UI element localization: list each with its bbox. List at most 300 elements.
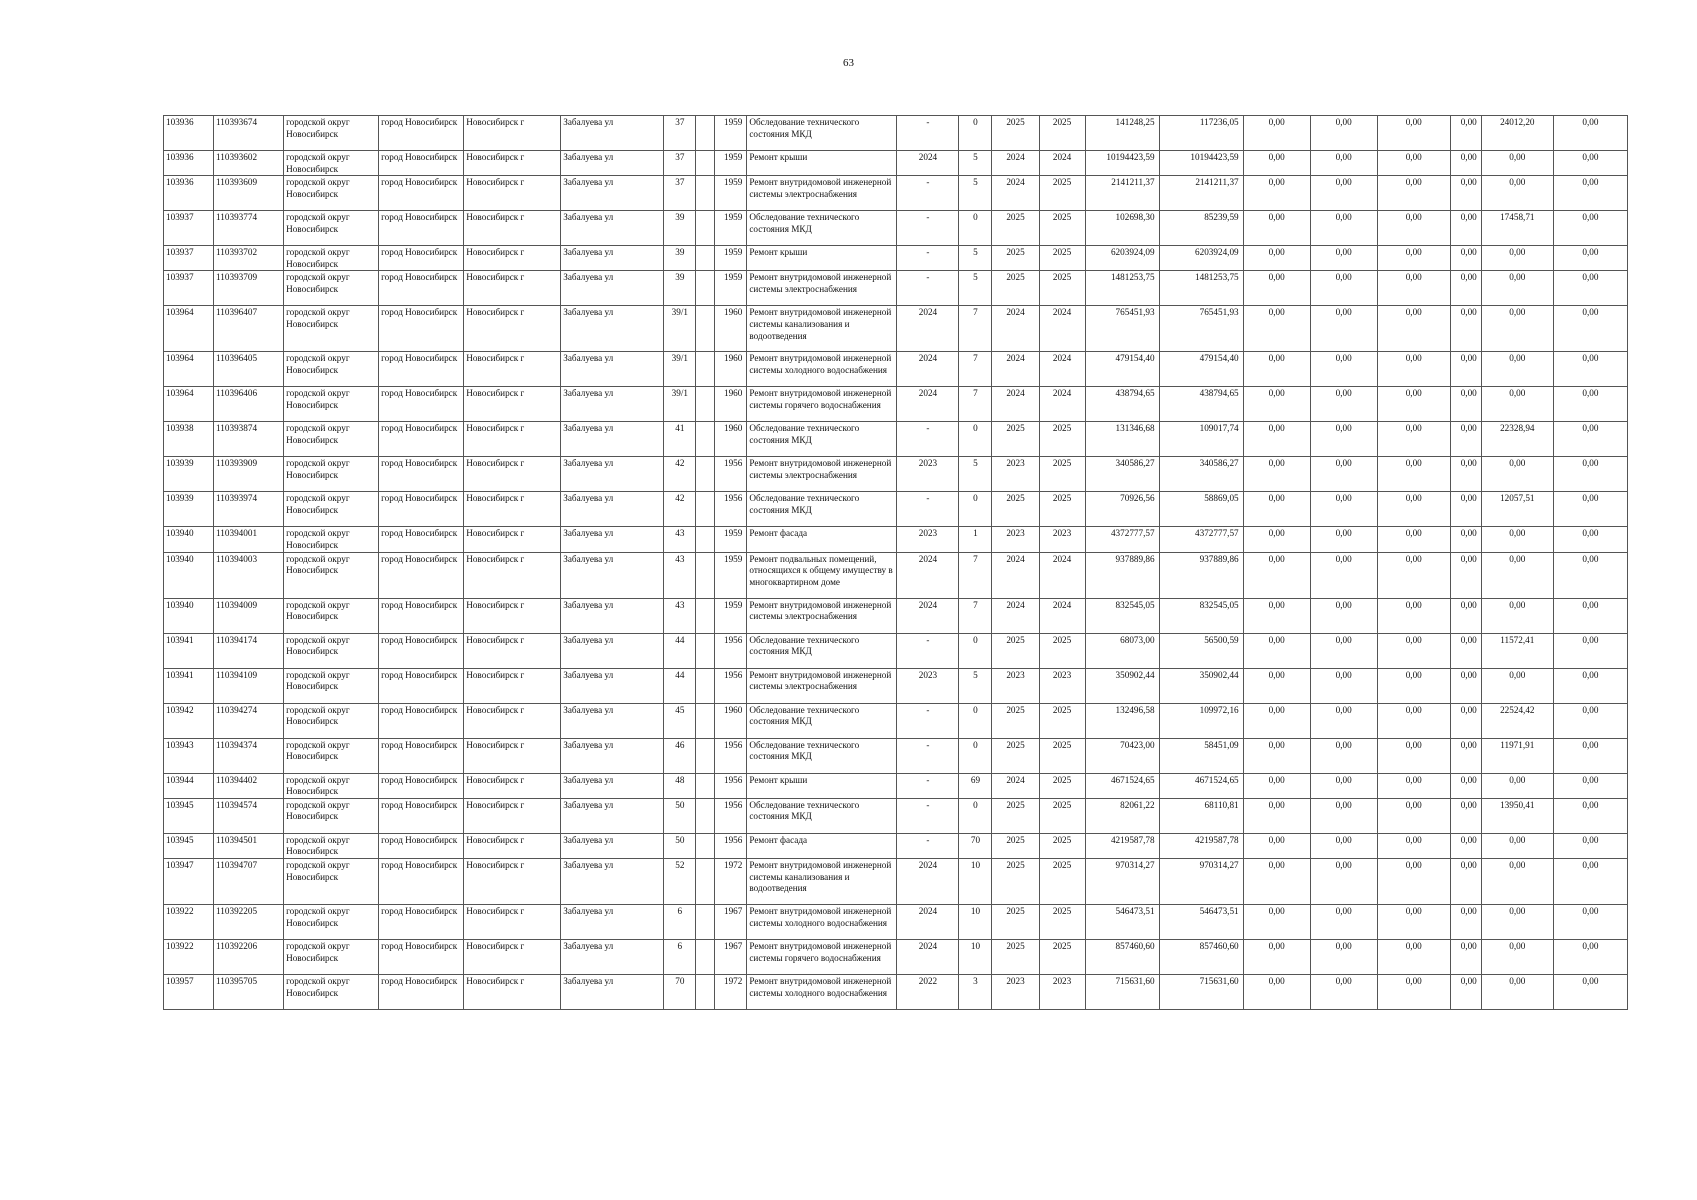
cell-id: 103936 [164, 151, 214, 176]
cell-start: 2025 [992, 833, 1039, 858]
cell-year: 1959 [715, 116, 747, 151]
table-row [164, 833, 1628, 858]
cell-v5: 0,00 [1481, 668, 1553, 703]
cell-v5: 0,00 [1481, 974, 1553, 1009]
table-row [164, 271, 1628, 306]
cell-street: Забалуева ул [561, 833, 664, 858]
table-row [164, 246, 1628, 271]
cell-cost: 82061,22 [1085, 798, 1159, 833]
cell-work: Ремонт внутридомовой инженерной системы канализования и водоотведения [747, 306, 897, 352]
cell-id: 103936 [164, 176, 214, 211]
cell-city: Новосибирск г [464, 151, 561, 176]
cell-code: 110393602 [214, 151, 284, 176]
cell-cost: 141248,25 [1085, 116, 1159, 151]
cell-v4: 0,00 [1450, 387, 1481, 422]
cell-v2: 0,00 [1310, 527, 1377, 552]
cell-v6: 0,00 [1553, 858, 1627, 904]
cell-lifespan: 69 [959, 773, 992, 798]
cell-street: Забалуева ул [561, 211, 664, 246]
cell-v6: 0,00 [1553, 387, 1627, 422]
cell-v2: 0,00 [1310, 246, 1377, 271]
cell-v3: 0,00 [1377, 527, 1450, 552]
cell-v3: 0,00 [1377, 457, 1450, 492]
cell-end: 2023 [1039, 527, 1085, 552]
cell-v5: 0,00 [1481, 858, 1553, 904]
cell-plan_year: 2024 [897, 552, 959, 598]
cell-v1: 0,00 [1243, 939, 1310, 974]
cell-v2: 0,00 [1310, 703, 1377, 738]
cell-gorod: город Новосибирск [379, 858, 464, 904]
cell-house: 41 [664, 422, 696, 457]
cell-plan_year: 2024 [897, 306, 959, 352]
cell-street: Забалуева ул [561, 858, 664, 904]
cell-v3: 0,00 [1377, 176, 1450, 211]
cell-work: Ремонт внутридомовой инженерной системы горячего водоснабжения [747, 939, 897, 974]
table-row [164, 492, 1628, 527]
cell-work: Ремонт подвальных помещений, относящихся к общему имуществу в многоквартирном доме [747, 552, 897, 598]
cell-v3: 0,00 [1377, 798, 1450, 833]
cell-cost: 4372777,57 [1085, 527, 1159, 552]
cell-code: 110394402 [214, 773, 284, 798]
cell-v5: 0,00 [1481, 598, 1553, 633]
cell-cost: 479154,40 [1085, 352, 1159, 387]
cell-id: 103937 [164, 271, 214, 306]
cell-v3: 0,00 [1377, 633, 1450, 668]
cell-end: 2025 [1039, 176, 1085, 211]
cell-start: 2025 [992, 633, 1039, 668]
cell-v1: 0,00 [1243, 974, 1310, 1009]
cell-cost: 340586,27 [1085, 457, 1159, 492]
table-row [164, 904, 1628, 939]
cell-gorod: город Новосибирск [379, 974, 464, 1009]
table-row [164, 668, 1628, 703]
cell-flag [696, 151, 715, 176]
cell-city: Новосибирск г [464, 211, 561, 246]
cell-street: Забалуева ул [561, 116, 664, 151]
cell-plan_year: - [897, 246, 959, 271]
cell-v6: 0,00 [1553, 211, 1627, 246]
cell-okrug: городской округ Новосибирск [284, 904, 379, 939]
cell-cost2: 340586,27 [1159, 457, 1243, 492]
cell-gorod: город Новосибирск [379, 798, 464, 833]
cell-street: Забалуева ул [561, 151, 664, 176]
cell-lifespan: 7 [959, 387, 992, 422]
cell-end: 2025 [1039, 939, 1085, 974]
cell-id: 103940 [164, 598, 214, 633]
cell-work: Обследование технического состояния МКД [747, 492, 897, 527]
cell-lifespan: 1 [959, 527, 992, 552]
cell-house: 45 [664, 703, 696, 738]
cell-v1: 0,00 [1243, 116, 1310, 151]
cell-v4: 0,00 [1450, 116, 1481, 151]
cell-year: 1960 [715, 387, 747, 422]
cell-start: 2024 [992, 306, 1039, 352]
cell-work: Ремонт внутридомовой инженерной системы холодного водоснабжения [747, 974, 897, 1009]
cell-house: 6 [664, 939, 696, 974]
cell-v6: 0,00 [1553, 738, 1627, 773]
cell-start: 2025 [992, 492, 1039, 527]
cell-v1: 0,00 [1243, 492, 1310, 527]
cell-v2: 0,00 [1310, 552, 1377, 598]
cell-cost2: 857460,60 [1159, 939, 1243, 974]
cell-work: Ремонт внутридомовой инженерной системы электроснабжения [747, 271, 897, 306]
cell-street: Забалуева ул [561, 738, 664, 773]
cell-house: 39 [664, 246, 696, 271]
cell-v1: 0,00 [1243, 738, 1310, 773]
cell-start: 2025 [992, 798, 1039, 833]
cell-cost: 715631,60 [1085, 974, 1159, 1009]
cell-v3: 0,00 [1377, 939, 1450, 974]
cell-city: Новосибирск г [464, 939, 561, 974]
cell-cost: 102698,30 [1085, 211, 1159, 246]
cell-year: 1956 [715, 798, 747, 833]
cell-v2: 0,00 [1310, 387, 1377, 422]
cell-plan_year: 2022 [897, 974, 959, 1009]
cell-gorod: город Новосибирск [379, 246, 464, 271]
cell-start: 2023 [992, 457, 1039, 492]
cell-id: 103938 [164, 422, 214, 457]
cell-work: Ремонт внутридомовой инженерной системы электроснабжения [747, 457, 897, 492]
cell-lifespan: 3 [959, 974, 992, 1009]
cell-cost2: 117236,05 [1159, 116, 1243, 151]
cell-okrug: городской округ Новосибирск [284, 703, 379, 738]
cell-street: Забалуева ул [561, 773, 664, 798]
cell-cost2: 715631,60 [1159, 974, 1243, 1009]
table-row [164, 633, 1628, 668]
cell-start: 2025 [992, 211, 1039, 246]
cell-work: Ремонт крыши [747, 773, 897, 798]
table-row [164, 457, 1628, 492]
cell-flag [696, 833, 715, 858]
cell-city: Новосибирск г [464, 422, 561, 457]
table-row [164, 552, 1628, 598]
cell-start: 2025 [992, 738, 1039, 773]
cell-code: 110395705 [214, 974, 284, 1009]
cell-year: 1956 [715, 668, 747, 703]
cell-house: 44 [664, 668, 696, 703]
cell-house: 42 [664, 457, 696, 492]
cell-gorod: город Новосибирск [379, 422, 464, 457]
cell-v5: 0,00 [1481, 527, 1553, 552]
cell-plan_year: 2023 [897, 457, 959, 492]
cell-work: Ремонт внутридомовой инженерной системы электроснабжения [747, 176, 897, 211]
cell-start: 2023 [992, 527, 1039, 552]
cell-plan_year: - [897, 633, 959, 668]
table-row [164, 116, 1628, 151]
cell-flag [696, 352, 715, 387]
cell-start: 2025 [992, 939, 1039, 974]
cell-flag [696, 422, 715, 457]
cell-okrug: городской округ Новосибирск [284, 833, 379, 858]
cell-cost: 546473,51 [1085, 904, 1159, 939]
cell-v5: 0,00 [1481, 306, 1553, 352]
cell-cost2: 2141211,37 [1159, 176, 1243, 211]
cell-okrug: городской округ Новосибирск [284, 306, 379, 352]
cell-v3: 0,00 [1377, 598, 1450, 633]
cell-plan_year: - [897, 492, 959, 527]
table-row [164, 211, 1628, 246]
cell-city: Новосибирск г [464, 527, 561, 552]
cell-gorod: город Новосибирск [379, 211, 464, 246]
cell-street: Забалуева ул [561, 904, 664, 939]
cell-cost2: 56500,59 [1159, 633, 1243, 668]
cell-v4: 0,00 [1450, 598, 1481, 633]
cell-v4: 0,00 [1450, 974, 1481, 1009]
cell-cost2: 6203924,09 [1159, 246, 1243, 271]
cell-work: Ремонт внутридомовой инженерной системы электроснабжения [747, 598, 897, 633]
cell-cost: 6203924,09 [1085, 246, 1159, 271]
cell-house: 6 [664, 904, 696, 939]
cell-cost: 4219587,78 [1085, 833, 1159, 858]
cell-cost2: 68110,81 [1159, 798, 1243, 833]
cell-city: Новосибирск г [464, 387, 561, 422]
cell-v3: 0,00 [1377, 271, 1450, 306]
cell-id: 103937 [164, 211, 214, 246]
cell-gorod: город Новосибирск [379, 151, 464, 176]
cell-gorod: город Новосибирск [379, 703, 464, 738]
cell-end: 2025 [1039, 422, 1085, 457]
cell-street: Забалуева ул [561, 246, 664, 271]
cell-lifespan: 5 [959, 668, 992, 703]
cell-v5: 0,00 [1481, 151, 1553, 176]
cell-v4: 0,00 [1450, 246, 1481, 271]
cell-year: 1960 [715, 306, 747, 352]
cell-cost2: 765451,93 [1159, 306, 1243, 352]
cell-flag [696, 633, 715, 668]
cell-v4: 0,00 [1450, 457, 1481, 492]
cell-plan_year: 2023 [897, 527, 959, 552]
cell-work: Ремонт внутридомовой инженерной системы канализования и водоотведения [747, 858, 897, 904]
cell-cost2: 109972,16 [1159, 703, 1243, 738]
cell-v1: 0,00 [1243, 798, 1310, 833]
cell-v2: 0,00 [1310, 151, 1377, 176]
cell-end: 2025 [1039, 773, 1085, 798]
cell-flag [696, 598, 715, 633]
cell-v3: 0,00 [1377, 387, 1450, 422]
cell-cost: 10194423,59 [1085, 151, 1159, 176]
cell-house: 43 [664, 552, 696, 598]
cell-cost: 4671524,65 [1085, 773, 1159, 798]
cell-lifespan: 0 [959, 703, 992, 738]
cell-work: Ремонт внутридомовой инженерной системы холодного водоснабжения [747, 904, 897, 939]
cell-flag [696, 703, 715, 738]
cell-work: Обследование технического состояния МКД [747, 211, 897, 246]
cell-year: 1967 [715, 939, 747, 974]
cell-code: 110393609 [214, 176, 284, 211]
cell-start: 2024 [992, 151, 1039, 176]
cell-id: 103964 [164, 306, 214, 352]
cell-v5: 0,00 [1481, 552, 1553, 598]
cell-okrug: городской округ Новосибирск [284, 271, 379, 306]
cell-cost: 68073,00 [1085, 633, 1159, 668]
cell-end: 2025 [1039, 738, 1085, 773]
cell-code: 110394001 [214, 527, 284, 552]
cell-v4: 0,00 [1450, 904, 1481, 939]
cell-id: 103939 [164, 492, 214, 527]
cell-cost: 832545,05 [1085, 598, 1159, 633]
cell-cost: 1481253,75 [1085, 271, 1159, 306]
cell-end: 2025 [1039, 833, 1085, 858]
cell-v6: 0,00 [1553, 703, 1627, 738]
cell-end: 2024 [1039, 598, 1085, 633]
cell-v6: 0,00 [1553, 176, 1627, 211]
cell-lifespan: 0 [959, 633, 992, 668]
cell-lifespan: 70 [959, 833, 992, 858]
cell-house: 43 [664, 527, 696, 552]
cell-code: 110396407 [214, 306, 284, 352]
cell-v2: 0,00 [1310, 858, 1377, 904]
cell-v6: 0,00 [1553, 457, 1627, 492]
cell-plan_year: - [897, 422, 959, 457]
cell-year: 1959 [715, 552, 747, 598]
cell-id: 103936 [164, 116, 214, 151]
cell-year: 1972 [715, 858, 747, 904]
cell-house: 48 [664, 773, 696, 798]
cell-gorod: город Новосибирск [379, 633, 464, 668]
cell-plan_year: 2024 [897, 352, 959, 387]
cell-v1: 0,00 [1243, 773, 1310, 798]
cell-gorod: город Новосибирск [379, 352, 464, 387]
cell-cost2: 937889,86 [1159, 552, 1243, 598]
cell-house: 50 [664, 833, 696, 858]
cell-gorod: город Новосибирск [379, 598, 464, 633]
cell-v5: 24012,20 [1481, 116, 1553, 151]
cell-v3: 0,00 [1377, 211, 1450, 246]
cell-cost: 2141211,37 [1085, 176, 1159, 211]
cell-v4: 0,00 [1450, 151, 1481, 176]
cell-gorod: город Новосибирск [379, 457, 464, 492]
table-row [164, 858, 1628, 904]
cell-cost: 970314,27 [1085, 858, 1159, 904]
cell-end: 2025 [1039, 858, 1085, 904]
cell-v1: 0,00 [1243, 703, 1310, 738]
cell-id: 103937 [164, 246, 214, 271]
cell-v1: 0,00 [1243, 598, 1310, 633]
cell-street: Забалуева ул [561, 387, 664, 422]
cell-work: Обследование технического состояния МКД [747, 703, 897, 738]
cell-house: 46 [664, 738, 696, 773]
cell-year: 1959 [715, 271, 747, 306]
cell-id: 103964 [164, 387, 214, 422]
cell-v1: 0,00 [1243, 904, 1310, 939]
cell-cost2: 479154,40 [1159, 352, 1243, 387]
cell-v1: 0,00 [1243, 151, 1310, 176]
cell-cost2: 350902,44 [1159, 668, 1243, 703]
cell-year: 1960 [715, 352, 747, 387]
cell-plan_year: 2024 [897, 387, 959, 422]
table-row [164, 939, 1628, 974]
cell-v2: 0,00 [1310, 738, 1377, 773]
cell-street: Забалуева ул [561, 633, 664, 668]
cell-year: 1967 [715, 904, 747, 939]
cell-plan_year: 2024 [897, 858, 959, 904]
cell-house: 42 [664, 492, 696, 527]
cell-start: 2023 [992, 668, 1039, 703]
cell-year: 1959 [715, 176, 747, 211]
cell-lifespan: 0 [959, 422, 992, 457]
cell-v1: 0,00 [1243, 422, 1310, 457]
cell-v4: 0,00 [1450, 306, 1481, 352]
cell-cost: 857460,60 [1085, 939, 1159, 974]
cell-okrug: городской округ Новосибирск [284, 858, 379, 904]
cell-house: 50 [664, 798, 696, 833]
cell-street: Забалуева ул [561, 703, 664, 738]
cell-city: Новосибирск г [464, 352, 561, 387]
cell-end: 2024 [1039, 151, 1085, 176]
cell-cost: 765451,93 [1085, 306, 1159, 352]
cell-id: 103943 [164, 738, 214, 773]
cell-city: Новосибирск г [464, 552, 561, 598]
cell-house: 39/1 [664, 352, 696, 387]
cell-house: 37 [664, 116, 696, 151]
cell-city: Новосибирск г [464, 738, 561, 773]
cell-lifespan: 0 [959, 492, 992, 527]
cell-city: Новосибирск г [464, 176, 561, 211]
cell-flag [696, 306, 715, 352]
cell-year: 1960 [715, 422, 747, 457]
cell-plan_year: 2023 [897, 668, 959, 703]
cell-end: 2025 [1039, 457, 1085, 492]
cell-year: 1956 [715, 492, 747, 527]
cell-v4: 0,00 [1450, 939, 1481, 974]
cell-cost2: 10194423,59 [1159, 151, 1243, 176]
cell-v2: 0,00 [1310, 492, 1377, 527]
cell-v2: 0,00 [1310, 833, 1377, 858]
cell-v5: 0,00 [1481, 352, 1553, 387]
cell-v4: 0,00 [1450, 492, 1481, 527]
cell-code: 110394574 [214, 798, 284, 833]
cell-id: 103939 [164, 457, 214, 492]
cell-gorod: город Новосибирск [379, 492, 464, 527]
cell-city: Новосибирск г [464, 457, 561, 492]
cell-id: 103941 [164, 668, 214, 703]
cell-cost2: 970314,27 [1159, 858, 1243, 904]
cell-flag [696, 738, 715, 773]
cell-plan_year: - [897, 773, 959, 798]
cell-flag [696, 858, 715, 904]
cell-v6: 0,00 [1553, 668, 1627, 703]
cell-v3: 0,00 [1377, 974, 1450, 1009]
cell-cost2: 438794,65 [1159, 387, 1243, 422]
cell-work: Обследование технического состояния МКД [747, 738, 897, 773]
cell-v5: 12057,51 [1481, 492, 1553, 527]
cell-year: 1956 [715, 773, 747, 798]
cell-code: 110394109 [214, 668, 284, 703]
cell-start: 2025 [992, 271, 1039, 306]
cell-code: 110394501 [214, 833, 284, 858]
cell-v1: 0,00 [1243, 833, 1310, 858]
cell-id: 103944 [164, 773, 214, 798]
cell-okrug: городской округ Новосибирск [284, 552, 379, 598]
cell-v2: 0,00 [1310, 306, 1377, 352]
cell-work: Ремонт внутридомовой инженерной системы горячего водоснабжения [747, 387, 897, 422]
cell-cost: 131346,68 [1085, 422, 1159, 457]
cell-street: Забалуева ул [561, 668, 664, 703]
cell-code: 110392206 [214, 939, 284, 974]
cell-v3: 0,00 [1377, 833, 1450, 858]
cell-start: 2024 [992, 176, 1039, 211]
cell-street: Забалуева ул [561, 176, 664, 211]
cell-v2: 0,00 [1310, 798, 1377, 833]
cell-id: 103945 [164, 833, 214, 858]
cell-city: Новосибирск г [464, 858, 561, 904]
cell-end: 2024 [1039, 552, 1085, 598]
cell-cost: 350902,44 [1085, 668, 1159, 703]
cell-start: 2025 [992, 703, 1039, 738]
cell-gorod: город Новосибирск [379, 904, 464, 939]
cell-v2: 0,00 [1310, 457, 1377, 492]
cell-cost: 937889,86 [1085, 552, 1159, 598]
